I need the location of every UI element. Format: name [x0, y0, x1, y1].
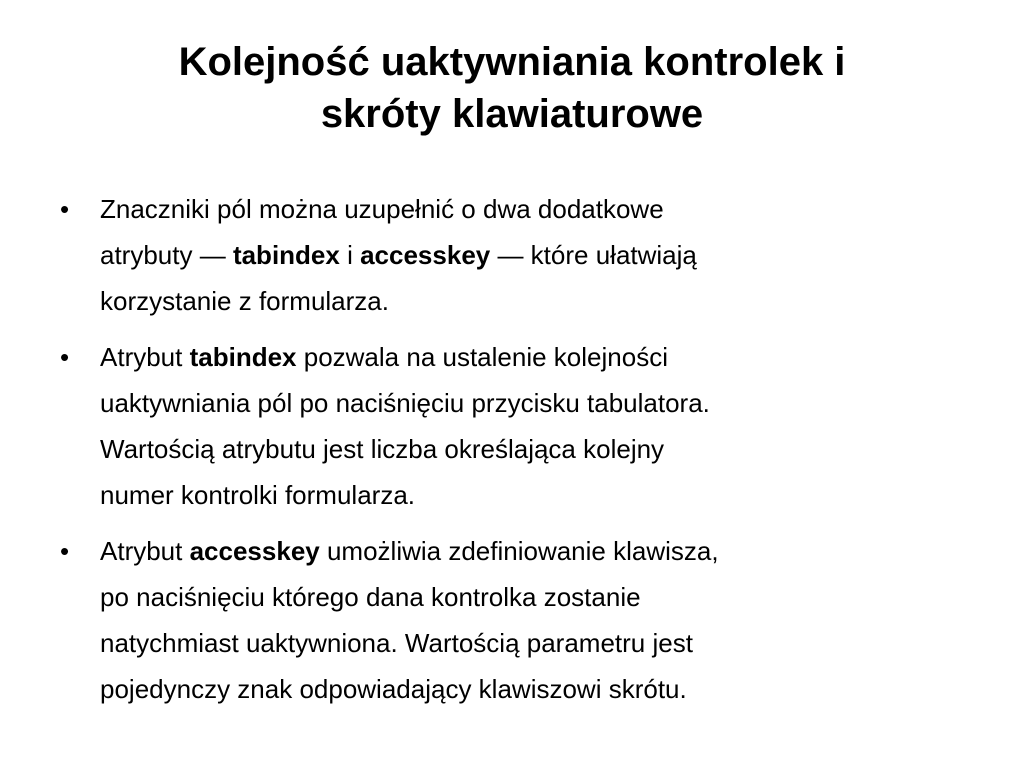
text-segment: natychmiast uaktywniona. Wartością parametru jest: [100, 628, 693, 658]
bullet-item: [56, 528, 956, 712]
bullet-dot-icon: •: [60, 194, 70, 224]
text-segment: Atrybut: [100, 342, 190, 372]
bullet-list: [56, 186, 956, 722]
bold-term: accesskey: [360, 240, 491, 270]
text-segment: Znaczniki pól można uzupełnić o dwa dodatkowe: [100, 194, 664, 224]
text-segment: numer kontrolki formularza.: [100, 480, 415, 510]
bullet-line: [100, 426, 956, 472]
text-segment: po naciśnięciu którego dana kontrolka zostanie: [100, 582, 641, 612]
bullet-line: [100, 666, 956, 712]
bold-term: accesskey: [189, 536, 320, 566]
title-line: skróty klawiaturowe: [320, 92, 704, 136]
bullet-item: [56, 334, 956, 518]
bold-term: tabindex: [189, 342, 297, 372]
bullet-item: [56, 186, 956, 324]
text-segment: korzystanie z formularza.: [100, 286, 389, 316]
bullet-line: [100, 528, 956, 574]
text-segment: i: [339, 240, 361, 270]
text-segment: atrybuty —: [100, 240, 233, 270]
bullet-dot-icon: •: [60, 342, 70, 372]
text-segment: Atrybut: [100, 536, 190, 566]
bullet-line: [100, 620, 956, 666]
text-segment: pozwala na ustalenie kolejności: [296, 342, 668, 372]
bullet-line: [100, 278, 956, 324]
text-segment: Wartością atrybutu jest liczba określająca kolejny: [100, 434, 665, 464]
text-segment: uaktywniania pól po naciśnięciu przycisku tabulatora.: [100, 388, 710, 418]
bullet-line: [100, 574, 956, 620]
text-segment: — które ułatwiają: [490, 240, 697, 270]
bold-term: tabindex: [232, 240, 340, 270]
bullet-dot-icon: •: [60, 536, 70, 566]
bullet-line: [100, 232, 956, 278]
bullet-line: [100, 472, 956, 518]
slide-title: [60, 36, 964, 140]
bullet-line: [100, 380, 956, 426]
title-line: Kolejność uaktywniania kontrolek i: [178, 40, 846, 84]
bullet-line: [100, 334, 956, 380]
text-segment: umożliwia zdefiniowanie klawisza,: [319, 536, 719, 566]
text-segment: pojedynczy znak odpowiadający klawiszowi skrótu.: [100, 674, 687, 704]
bullet-line: [100, 186, 956, 232]
